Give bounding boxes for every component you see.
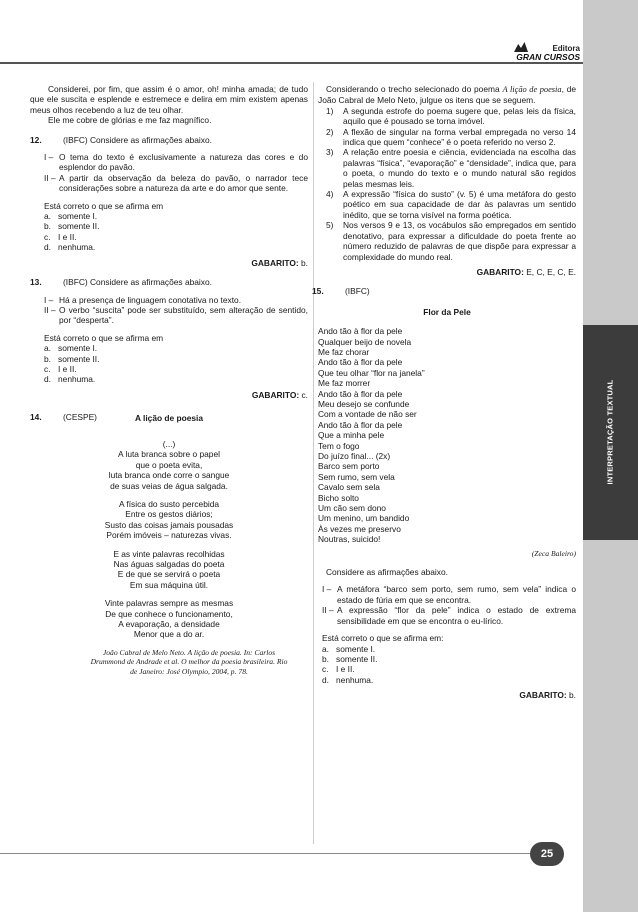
left-column [30, 84, 308, 676]
poem-line: Vinte palavras sempre as mesmas [104, 598, 234, 609]
option-text: somente I. [58, 211, 98, 222]
song-lyrics [318, 326, 576, 545]
poem-stanza [30, 439, 308, 491]
lyric-line: Cavalo sem sela [318, 482, 380, 493]
item-text: A flexão de singular na forma verbal empregada no verso 14 indica que quem “conhece” é o poeta referido no verso 2. [343, 126, 576, 148]
logo-line2: GRAN CURSOS [516, 52, 580, 62]
option-text: somente II. [336, 653, 378, 664]
poem-line: De que conhece o funcionamento, [105, 608, 233, 619]
statement-label: II – [44, 172, 56, 183]
poem-line: luta branca onde corre o sangue [108, 470, 230, 481]
lyric-line: Ando tão à flor da pele [318, 388, 403, 399]
poem-line: de suas veias de água salgada. [110, 480, 228, 491]
lyric-line: Que a minha pele [318, 430, 385, 441]
statement-item [322, 605, 576, 626]
poem-title: A lição de poesia [134, 412, 204, 423]
question-number: 14. [30, 412, 42, 423]
lyric-line: Às vezes me preservo [318, 523, 401, 534]
answer-key-label: GABARITO: [476, 266, 524, 277]
poem-line: A física do susto percebida [118, 499, 220, 509]
poem-line: Menor que a do ar. [133, 629, 205, 640]
poem-stanza [30, 499, 308, 541]
option-text: somente I. [336, 643, 376, 654]
poem-line: Nas águas salgadas do poeta [113, 559, 225, 570]
statement-label: I – [322, 584, 332, 595]
lyric-line: Que teu olhar “flor na janela” [318, 367, 425, 378]
lyric-line: Ando tão à flor da pele [318, 419, 403, 430]
option-letter: d. [44, 374, 51, 385]
q14-intro-text-end: , de João Cabral de Melo Neto, julgue os itens que se seguem. [318, 84, 577, 106]
question-text: (IBFC) Considere as afirmações abaixo. [63, 277, 212, 288]
statement-label: II – [44, 304, 56, 315]
option-letter: a. [44, 343, 51, 354]
option-b [44, 354, 308, 364]
item-text: A segunda estrofe do poema sugere que, pelas leis da física, aquilo que é pousado se torna imóvel. [343, 105, 576, 127]
option-d [322, 675, 576, 685]
answer-key [30, 258, 308, 268]
poem-line: E de que se servirá o poeta [117, 569, 221, 580]
options-prompt: Está correto o que se afirma em: [322, 633, 444, 644]
lyric-line: Com a vontade de não ser [318, 409, 417, 420]
lyric-line: Bicho solto [318, 492, 359, 503]
option-letter: d. [44, 242, 51, 253]
option-c [44, 364, 308, 374]
option-text: nenhuma. [58, 242, 96, 253]
question-13 [30, 277, 308, 287]
option-letter: a. [322, 643, 329, 654]
poem-citation: João Cabral de Melo Neto. A lição de poesia. In: Carlos Drummond de Andrade et al. O melhor da poesia brasileira. Rio de Janeiro: José Olympio, 2004, p. 78. [90, 647, 288, 676]
option-text: somente II. [58, 221, 100, 232]
judgment-item [326, 127, 576, 148]
header-rule [0, 62, 583, 64]
statement-text: A metáfora “barco sem porto, sem rumo, sem vela” indica o estado de fúria em que se encontra. [337, 584, 576, 605]
section-label: INTERPRETAÇÃO TEXTUAL [605, 379, 615, 485]
statement-label: II – [322, 605, 334, 616]
option-text: somente II. [58, 353, 100, 364]
poem-line: que o poeta evita, [135, 459, 203, 470]
option-text: I e II. [336, 664, 355, 675]
page-number: 25 [530, 842, 564, 866]
poem-line: Porém imóveis – naturezas vivas. [106, 530, 232, 541]
statement-text: Há a presença de linguagem conotativa no texto. [59, 294, 242, 305]
question-number: 15. [312, 286, 324, 297]
judgment-item [326, 189, 576, 220]
judgment-item [326, 106, 576, 127]
item-text: A relação entre poesia e ciência, evidenciada na escolha das palavras “física”, “evaporação” e “densidade”, indica que, para o poeta, o mundo do texto e o mundo natural são regidos pelas mesmas leis. [343, 147, 576, 189]
statement-text: O verbo “suscita” pode ser substituído, sem alteração de sentido, por “desperta”. [59, 304, 308, 326]
question-number: 13. [30, 277, 42, 288]
footer-rule [0, 853, 530, 854]
lyric-line: Sem rumo, sem vela [318, 471, 395, 482]
lyric-line: Tem o fogo [318, 440, 360, 451]
statement-item [44, 173, 308, 194]
answer-key-value: c. [301, 389, 308, 400]
option-c [44, 232, 308, 242]
question-12 [30, 135, 308, 145]
statement-label: I – [44, 152, 54, 163]
statements-prompt: Considere as afirmações abaixo. [326, 567, 448, 578]
statement-item [322, 584, 576, 605]
intro-paragraph: Considerei, por fim, que assim é o amor, oh! minha amada; de tudo que ele suscita e esplende e estremece e delira em mim existem apenas meus olhos recebendo a luz de teu olhar. [30, 84, 308, 115]
item-number: 2) [326, 126, 334, 137]
poem-line: Susto das coisas jamais pousadas [104, 519, 234, 530]
q14-intro-poem-name: A lição de poesia [502, 85, 562, 94]
answer-key [30, 390, 308, 400]
option-text: somente I. [58, 343, 98, 354]
q14-intro [318, 84, 576, 106]
answer-key-value: E, C, E, C, E. [526, 266, 576, 277]
lyric-line: Ando tão à flor da pele [318, 357, 403, 368]
option-b [322, 654, 576, 664]
item-text: Nos versos 9 e 13, os vocábulos são empregados em sentido denotativo, para expressar a dificuldade do poeta frente ao número reduzido de palavras de que dispõe para expressar a complexidade do mundo real. [343, 220, 576, 262]
logo-line1: Editora [552, 44, 580, 53]
lyric-line: Barco sem porto [318, 461, 380, 472]
option-letter: b. [44, 353, 51, 364]
poem-title: Flor da Pele [423, 306, 471, 317]
option-letter: b. [322, 653, 329, 664]
question-15 [312, 286, 576, 296]
answer-key-value: b. [569, 690, 576, 701]
poem-line: E as vinte palavras recolhidas [113, 548, 225, 559]
options-prompt: Está correto o que se afirma em [44, 332, 164, 343]
column-divider [313, 82, 314, 844]
judgment-item [326, 220, 576, 262]
poem-line: A luta branca sobre o papel [118, 449, 220, 460]
statement-item [44, 305, 308, 326]
lyric-line: Qualquer beijo de novela [318, 336, 412, 347]
item-number: 3) [326, 147, 334, 158]
poem-stanza [30, 598, 308, 640]
statement-text: A partir da observação da beleza do pavão, o narrador tece considerações sobre a natureza da arte e do amor que sente. [59, 172, 308, 194]
judgment-item [326, 147, 576, 189]
option-text: I e II. [58, 231, 77, 242]
question-number: 12. [30, 134, 42, 145]
statement-label: I – [44, 294, 54, 305]
item-number: 1) [326, 105, 334, 116]
poem-stanza [30, 549, 308, 591]
poem-line: (...) [162, 438, 176, 449]
publisher-logo [510, 44, 580, 62]
statement-item [44, 152, 308, 173]
answer-key-label: GABARITO: [251, 389, 300, 400]
option-letter: a. [44, 211, 51, 222]
lyric-line: Um menino, um bandido [318, 513, 410, 524]
lyric-line: Noutras, suicido! [318, 534, 381, 545]
poem-line: A evaporação, a densidade [118, 619, 220, 630]
option-c [322, 664, 576, 674]
item-text: A expressão “física do susto” (v. 5) é uma metáfora do gesto poético em sua capacidade de dar às palavras um sentido inédito, que se torna visível na forma poética. [343, 189, 576, 220]
option-text: nenhuma. [58, 374, 96, 385]
option-text: nenhuma. [336, 674, 374, 685]
answer-key-label: GABARITO: [251, 257, 299, 268]
lyric-line: Me faz chorar [318, 346, 370, 357]
lyric-line: Um cão sem dono [318, 503, 386, 514]
option-letter: c. [322, 664, 329, 675]
statement-item [44, 295, 308, 305]
option-b [44, 221, 308, 231]
answer-key-value: b. [301, 257, 308, 268]
lyric-line: Ando tão à flor da pele [318, 326, 403, 337]
question-text: (CESPE) [63, 412, 97, 423]
option-letter: d. [322, 674, 329, 685]
statement-text: O tema do texto é exclusivamente a natureza das cores e do esplendor do pavão. [59, 152, 308, 173]
poem-line: Entre os gestos diários; [125, 509, 213, 520]
question-text: (IBFC) Considere as afirmações abaixo. [63, 134, 212, 145]
option-letter: b. [44, 221, 51, 232]
option-a [44, 211, 308, 221]
lyric-line: Do juízo final... (2x) [318, 451, 391, 461]
item-number: 5) [326, 220, 334, 231]
option-text: I e II. [58, 363, 77, 374]
option-d [44, 374, 308, 384]
question-text: (IBFC) [345, 286, 370, 297]
option-d [44, 242, 308, 252]
right-column [312, 84, 577, 701]
statement-text: A expressão “flor da pele” indica o estado de extrema sensibilidade em que se encontra o eu-lírico. [337, 605, 576, 626]
answer-key-label: GABARITO: [519, 690, 567, 701]
poem-line: Em sua máquina útil. [129, 579, 209, 590]
answer-key [318, 690, 576, 700]
lyric-line: Meu desejo se confunde [318, 398, 410, 409]
option-a [44, 343, 308, 353]
song-author: (Zeca Baleiro) [531, 548, 576, 558]
lyric-line: Me faz morrer [318, 378, 371, 389]
option-letter: c. [44, 363, 51, 374]
q14-intro-text: Considerando o trecho selecionado do poema [326, 84, 500, 94]
options-prompt: Está correto o que se afirma em [44, 200, 164, 211]
item-number: 4) [326, 189, 334, 200]
option-letter: c. [44, 231, 51, 242]
intro-paragraph-2: Ele me cobre de glórias e me faz magnífico. [48, 115, 212, 126]
answer-key [318, 267, 576, 277]
option-a [322, 644, 576, 654]
